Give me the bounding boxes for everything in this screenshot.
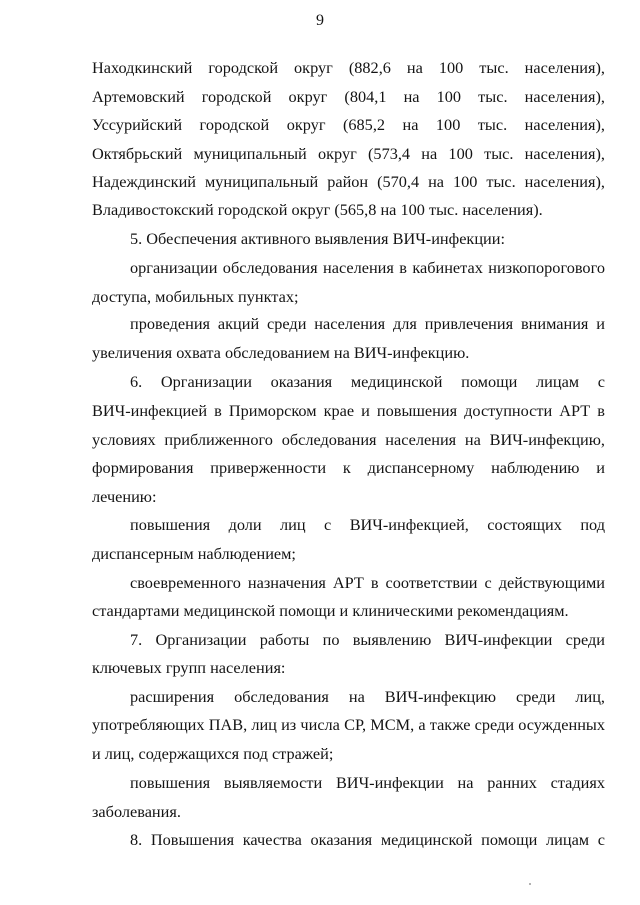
- text-line-23: расширения обследования на ВИЧ-инфекцию среди лиц,: [130, 687, 605, 706]
- text-line-24: употребляющих ПАВ, лиц из числа СР, МСМ, а также среди осужденных: [92, 715, 605, 734]
- text-line-26: повышения выявляемости ВИЧ-инфекции на ранних стадиях: [130, 773, 605, 792]
- text-line-7: 5. Обеспечения активного выявления ВИЧ-инфекции:: [130, 229, 505, 248]
- page-number: 9: [316, 12, 324, 29]
- text-line-1: Находкинский городской округ (882,6 на 100 тыс. населения),: [92, 58, 605, 77]
- text-line-13: ВИЧ-инфекцией в Приморском крае и повышения доступности АРТ в: [92, 401, 605, 420]
- text-line-6: Владивостокский городской округ (565,8 на 100 тыс. населения).: [92, 200, 543, 219]
- text-line-22: ключевых групп населения:: [92, 658, 286, 677]
- text-line-12: 6. Организации оказания медицинской помощи лицам с: [130, 372, 605, 391]
- text-line-5: Надеждинский муниципальный район (570,4 на 100 тыс. населения),: [92, 172, 605, 191]
- text-line-8: организации обследования населения в кабинетах низкопорогового: [130, 258, 605, 277]
- text-line-18: диспансерным наблюдением;: [92, 544, 296, 563]
- text-line-9: доступа, мобильных пунктах;: [92, 287, 299, 306]
- text-line-14: условиях приближенного обследования населения на ВИЧ-инфекцию,: [92, 430, 605, 449]
- text-line-21: 7. Организации работы по выявлению ВИЧ-инфекции среди: [130, 630, 605, 649]
- text-line-10: проведения акций среди населения для привлечения внимания и: [130, 314, 605, 333]
- text-line-15: формирования приверженности к диспансерному наблюдению и: [92, 458, 605, 477]
- text-line-11: увеличения охвата обследованием на ВИЧ-инфекцию.: [92, 343, 470, 362]
- text-line-2: Артемовский городской округ (804,1 на 100 тыс. населения),: [92, 87, 605, 106]
- text-line-25: и лиц, содержащихся под стражей;: [92, 744, 334, 763]
- text-line-16: лечению:: [92, 487, 157, 506]
- text-line-27: заболевания.: [92, 802, 181, 821]
- text-line-3: Уссурийский городской округ (685,2 на 100 тыс. населения),: [92, 115, 605, 134]
- text-line-17: повышения доли лиц с ВИЧ-инфекцией, состоящих под: [130, 515, 605, 534]
- text-line-19: своевременного назначения АРТ в соответствии с действующими: [130, 573, 605, 592]
- text-line-4: Октябрьский муниципальный округ (573,4 на 100 тыс. населения),: [92, 144, 605, 163]
- scan-speck: [529, 883, 531, 885]
- text-line-20: стандартами медицинской помощи и клиническими рекомендациям.: [92, 601, 569, 620]
- text-line-28: 8. Повышения качества оказания медицинской помощи лицам с: [130, 830, 605, 849]
